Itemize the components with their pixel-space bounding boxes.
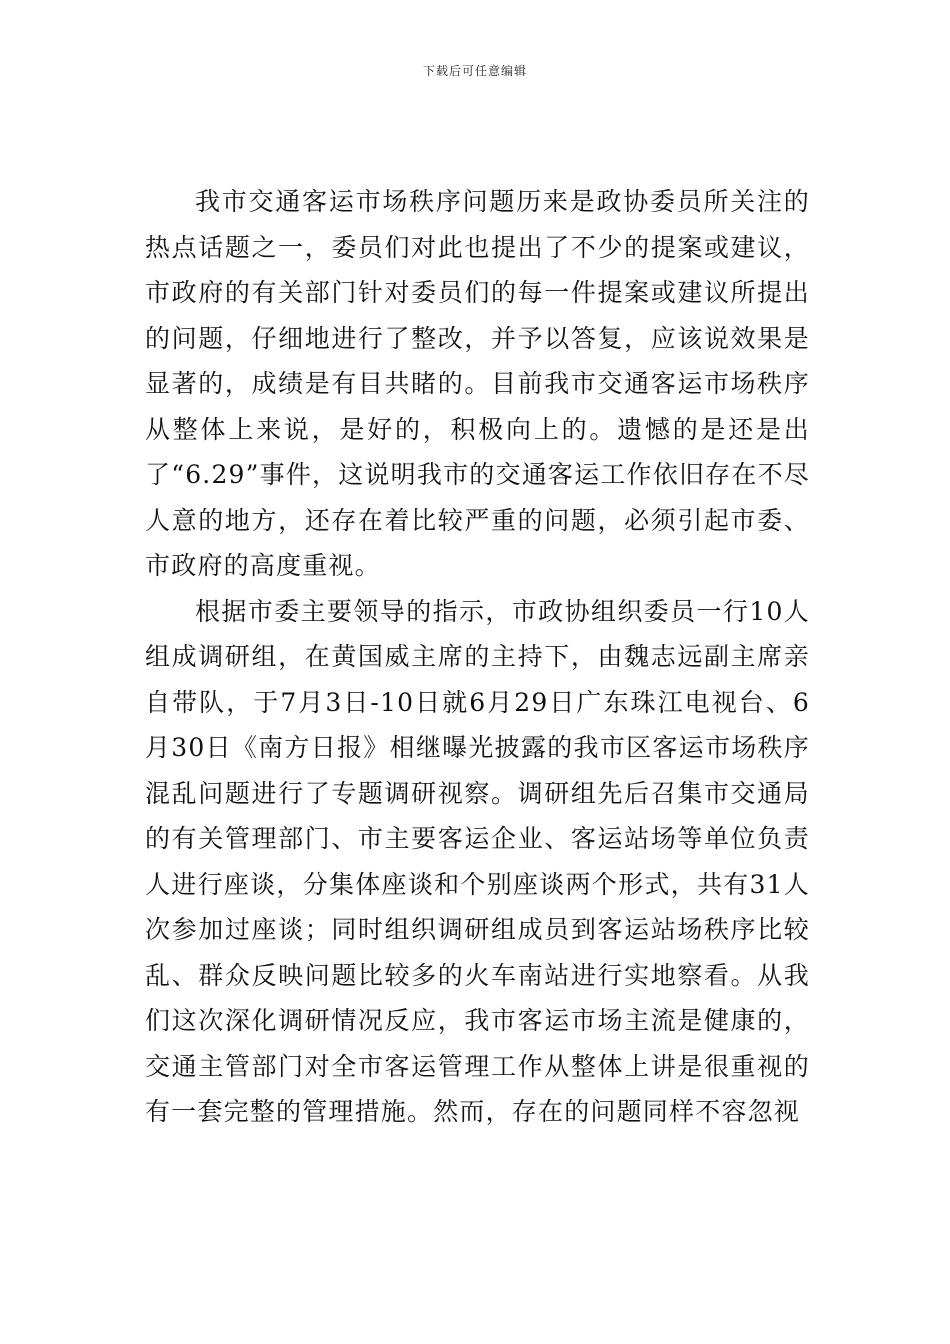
document-body — [145, 179, 810, 1135]
paragraph-1: 我市交通客运市场秩序问题历来是政协委员所关注的热点话题之一，委员们对此也提出了不少的提案或建议，市政府的有关部门针对委员们的每一件提案或建议所提出的问题，仔细地进行了整改，并予以答复，应该说效果是显著的，成绩是有目共睹的。目前我市交通客运市场秩序从整体上来说，是好的，积极向上的。遗憾的是还是出了“6.29”事件，这说明我市的交通客运工作依旧存在不尽人意的地方，还存在着比较严重的问题，必须引起市委、市政府的高度重视。 — [145, 187, 810, 580]
paragraph-2: 根据市委主要领导的指示，市政协组织委员一行10人组成调研组，在黄国威主席的主持下，由魏志远副主席亲自带队，于7月3日-10日就6月29日广东珠江电视台、6月30日《南方日报》相继曝光披露的我市区客运市场秩序混乱问题进行了专题调研视察。调研组先后召集市交通局的有关管理部门、市主要客运企业、客运站场等单位负责人进行座谈，分集体座谈和个别座谈两个形式，共有31人次参加过座谈；同时组织调研组成员到客运站场秩序比较乱、群众反映问题比较多的火车南站进行实地察看。从我们这次深化调研情况反应，我市客运市场主流是健康的，交通主管部门对全市客运管理工作从整体上讲是很重视的有一套完整的管理措施。然而，存在的问题同样不容忽视 — [145, 596, 810, 1126]
header-note: 下载后可任意编辑 — [422, 64, 527, 78]
